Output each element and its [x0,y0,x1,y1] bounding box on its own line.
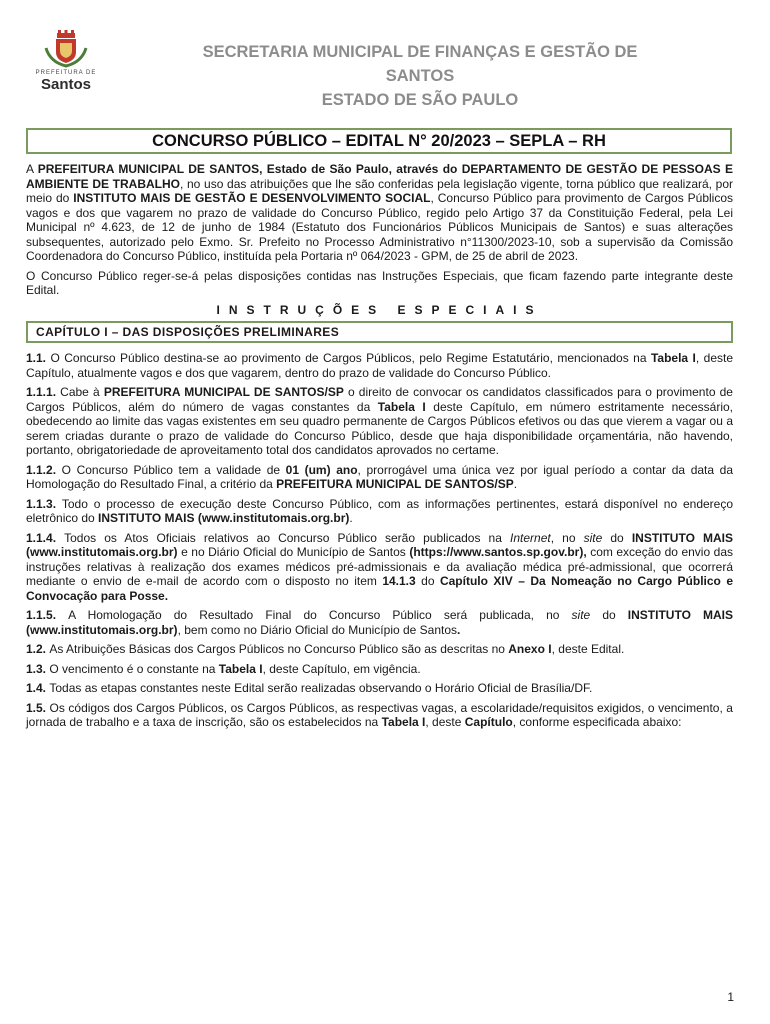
section-1-1-1 [26,385,733,458]
bold-text-run: Tabela I [377,399,426,414]
text-run: , no uso das atribuições que lhe são conferidas pela legislação vigente, torna público que realizará, por meio do [26,176,734,205]
bold-text-run: 1.1.1. [26,385,61,399]
header-title-line-3: ESTADO DE SÃO PAULO [321,91,519,109]
bold-text-run: . [457,622,461,637]
text-run: . [349,511,353,525]
bold-text-run: 1.1.3. [26,496,62,511]
section-1-1 [26,351,733,380]
italic-text-run: site [583,530,603,545]
text-run: do [590,608,628,622]
edital-title-box [26,128,732,154]
section-1-2 [26,642,733,657]
bold-text-run: Tabela I [650,351,696,365]
text-run: do [415,574,440,588]
bold-text-run: Tabela I [218,661,263,676]
text-run: O Concurso Público destina-se ao provimento de Cargos Públicos, pelo Regime Estatutário, mencionados na [50,351,651,365]
text-run: , prorrogável uma única vez por igual período a contar da data da Homologação do Resultado Final, a critério da [26,462,734,491]
bold-text-run: 1.1. [26,351,51,365]
chapter-heading: CAPÍTULO I – DAS DISPOSIÇÕES PRELIMINARES [36,324,340,339]
italic-text-run: site [571,608,591,622]
section-1-1-4 [26,531,733,604]
bold-text-run: INSTITUTO MAIS DE GESTÃO E DESENVOLVIMENTO SOCIAL [73,191,431,205]
text-run: Todas as etapas constantes neste Edital serão realizadas observando o Horário Oficial de Brasília/DF. [49,681,593,695]
text-run: . [513,477,518,491]
text-run: Todos os Atos Oficiais relativos ao Concurso Público serão publicados na [64,530,511,545]
text-run: do [602,530,632,545]
bold-text-run: (https://www.santos.sp.gov.br), [409,545,587,559]
instrucoes-especiais-heading: INSTRUÇÕES ESPECIAIS [216,302,543,317]
bold-text-run: PREFEITURA MUNICIPAL DE SANTOS/SP [103,385,344,399]
text-run: , deste Capítulo, em vigência. [262,661,421,676]
header-title-line-1: SECRETARIA MUNICIPAL DE FINANÇAS E GESTÃO DE [202,43,638,61]
section-1-3 [26,662,733,677]
bold-text-run: INSTITUTO MAIS (www.institutomais.org.br) [26,530,734,559]
text-run: , bem como no Diário Oficial do Município de Santos [177,622,458,637]
bold-text-run: 1.5. [26,700,50,715]
text-run: Cabe à [60,385,104,399]
text-run: O Concurso Público reger-se-á pelas disposições contidas nas Instruções Especiais, que ficam fazendo parte integrante deste Edital. [26,268,733,297]
text-run: , Concurso Público para provimento de Cargos Públicos vagos e dos que vagarem no prazo de validade do Concurso Público, regido pelo Artigo 37 da Constituição Federal, pela Lei Municipal nº 4.623, de 12 de junho de 1984 (Estatuto dos Funcionários Públicos Municipais de Santos) e suas alterações subsequentes, autorizado pelo Exmo. Sr. Prefeito no Processo Administrativo n°11300/2023-10, sob a supervisão da Comissão Coordenadora do Concurso Público, instituída pela Portaria nº 064/2023 - GPM, de 25 de abril de 2023. [26,191,734,263]
document-body [26,162,733,735]
page-header [0,0,770,118]
coat-of-arms-icon [32,30,100,70]
bold-text-run: 1.4. [26,681,50,695]
text-run: O Concurso Público tem a validade de [61,462,286,477]
section-1-1-5 [26,608,733,637]
bold-text-run: PREFEITURA MUNICIPAL DE SANTOS, Estado de São Paulo, através do DEPARTAMENTO DE GESTÃO DE PESSOAS E AMBIENTE DE TRABALHO [26,162,733,191]
text-run: As Atribuições Básicas dos Cargos Públicos no Concurso Público são as descritas no [49,642,509,656]
text-run: , deste [425,715,465,729]
text-run: , conforme especificada abaixo: [512,715,682,729]
logo-caption-santos: Santos [40,76,91,93]
bold-text-run: 1.1.4. [26,530,65,545]
text-run: Os códigos dos Cargos Públicos, os Cargos Públicos, as respectivas vagas, a escolaridade/requisitos exigidos, o vencimento, a jornada de trabalho e a taxa de inscrição, são os estabelecidos na [26,700,733,729]
text-run: e no Diário Oficial do Município de Santos [177,545,410,559]
text-run: , deste Capítulo, atualmente vagos e dos que vagarem, dentro do prazo de validade do Concurso Público. [26,351,734,380]
section-1-4 [26,681,733,696]
bold-text-run: 1.1.2. [26,462,62,477]
text-run: o direito de convocar os candidatos classificados para o provimento de Cargos Públicos, além do número de vagas constantes da [26,385,733,414]
text-run: deste Capítulo, em número estritamente necessário, obedecendo ao limite das vagas existentes em seu quadro permanente de Cargos Públicos efetivos ou das que vierem a vagar ou a serem criadas durante o prazo de validade do Concurso Público, desde que haja disponibilidade orçamentária, não havendo, portanto, obrigatoriedade de aproveitamento total dos candidatos aprovados no certame. [26,399,733,457]
header-title-line-2: SANTOS [385,67,455,85]
prefeitura-santos-logo [32,30,100,94]
text-run: A [26,162,38,176]
logo-caption-small: PREFEITURA DE [35,70,97,76]
text-run: A Homologação do Resultado Final do Concurso Público será publicada, no [68,608,572,622]
text-run: , deste Edital. [551,642,625,656]
bold-text-run: 1.3. [26,661,50,676]
bold-text-run: Anexo I [508,642,552,656]
chapter-heading-box [26,321,733,343]
intro-paragraph-2 [26,269,733,298]
edital-title: CONCURSO PÚBLICO – EDITAL N° 20/2023 – SEPLA – RH [152,131,606,150]
section-1-1-3 [26,497,733,526]
text-run: Todo o processo de execução deste Concurso Público, com as informações pertinentes, estará disponível no endereço eletrônico do [26,496,734,525]
intro-paragraph-1 [26,162,733,264]
bold-text-run: 14.1.3 [382,574,416,588]
header-title [150,40,690,112]
bold-text-run: 01 (um) ano [285,462,358,477]
bold-text-run: 1.1.5. [26,608,69,622]
section-1-5 [26,701,733,730]
bold-text-run: INSTITUTO MAIS (www.institutomais.org.br) [26,608,734,637]
section-1-1-2 [26,463,733,492]
bold-text-run: PREFEITURA MUNICIPAL DE SANTOS/SP [276,477,514,491]
text-run: , no [550,530,584,545]
italic-text-run: Internet [510,530,551,545]
bold-text-run: Capítulo XIV – Da Nomeação no Cargo Público e Convocação para Posse. [26,574,733,603]
text-run: O vencimento é o constante na [49,661,219,676]
bold-text-run: Tabela I [381,715,426,729]
page-number: 1 [727,990,734,1004]
bold-text-run: Capítulo [464,715,513,729]
bold-text-run: 1.2. [26,642,50,656]
bold-text-run: INSTITUTO MAIS (www.institutomais.org.br) [98,511,350,525]
text-run: com exceção do envio das instruções relativas à realização dos exames médicos pré-admissionais e da avaliação médica pré-admissional, que ocorrerá mediante o envio de e-mail de acordo com o disposto no item [26,545,733,588]
